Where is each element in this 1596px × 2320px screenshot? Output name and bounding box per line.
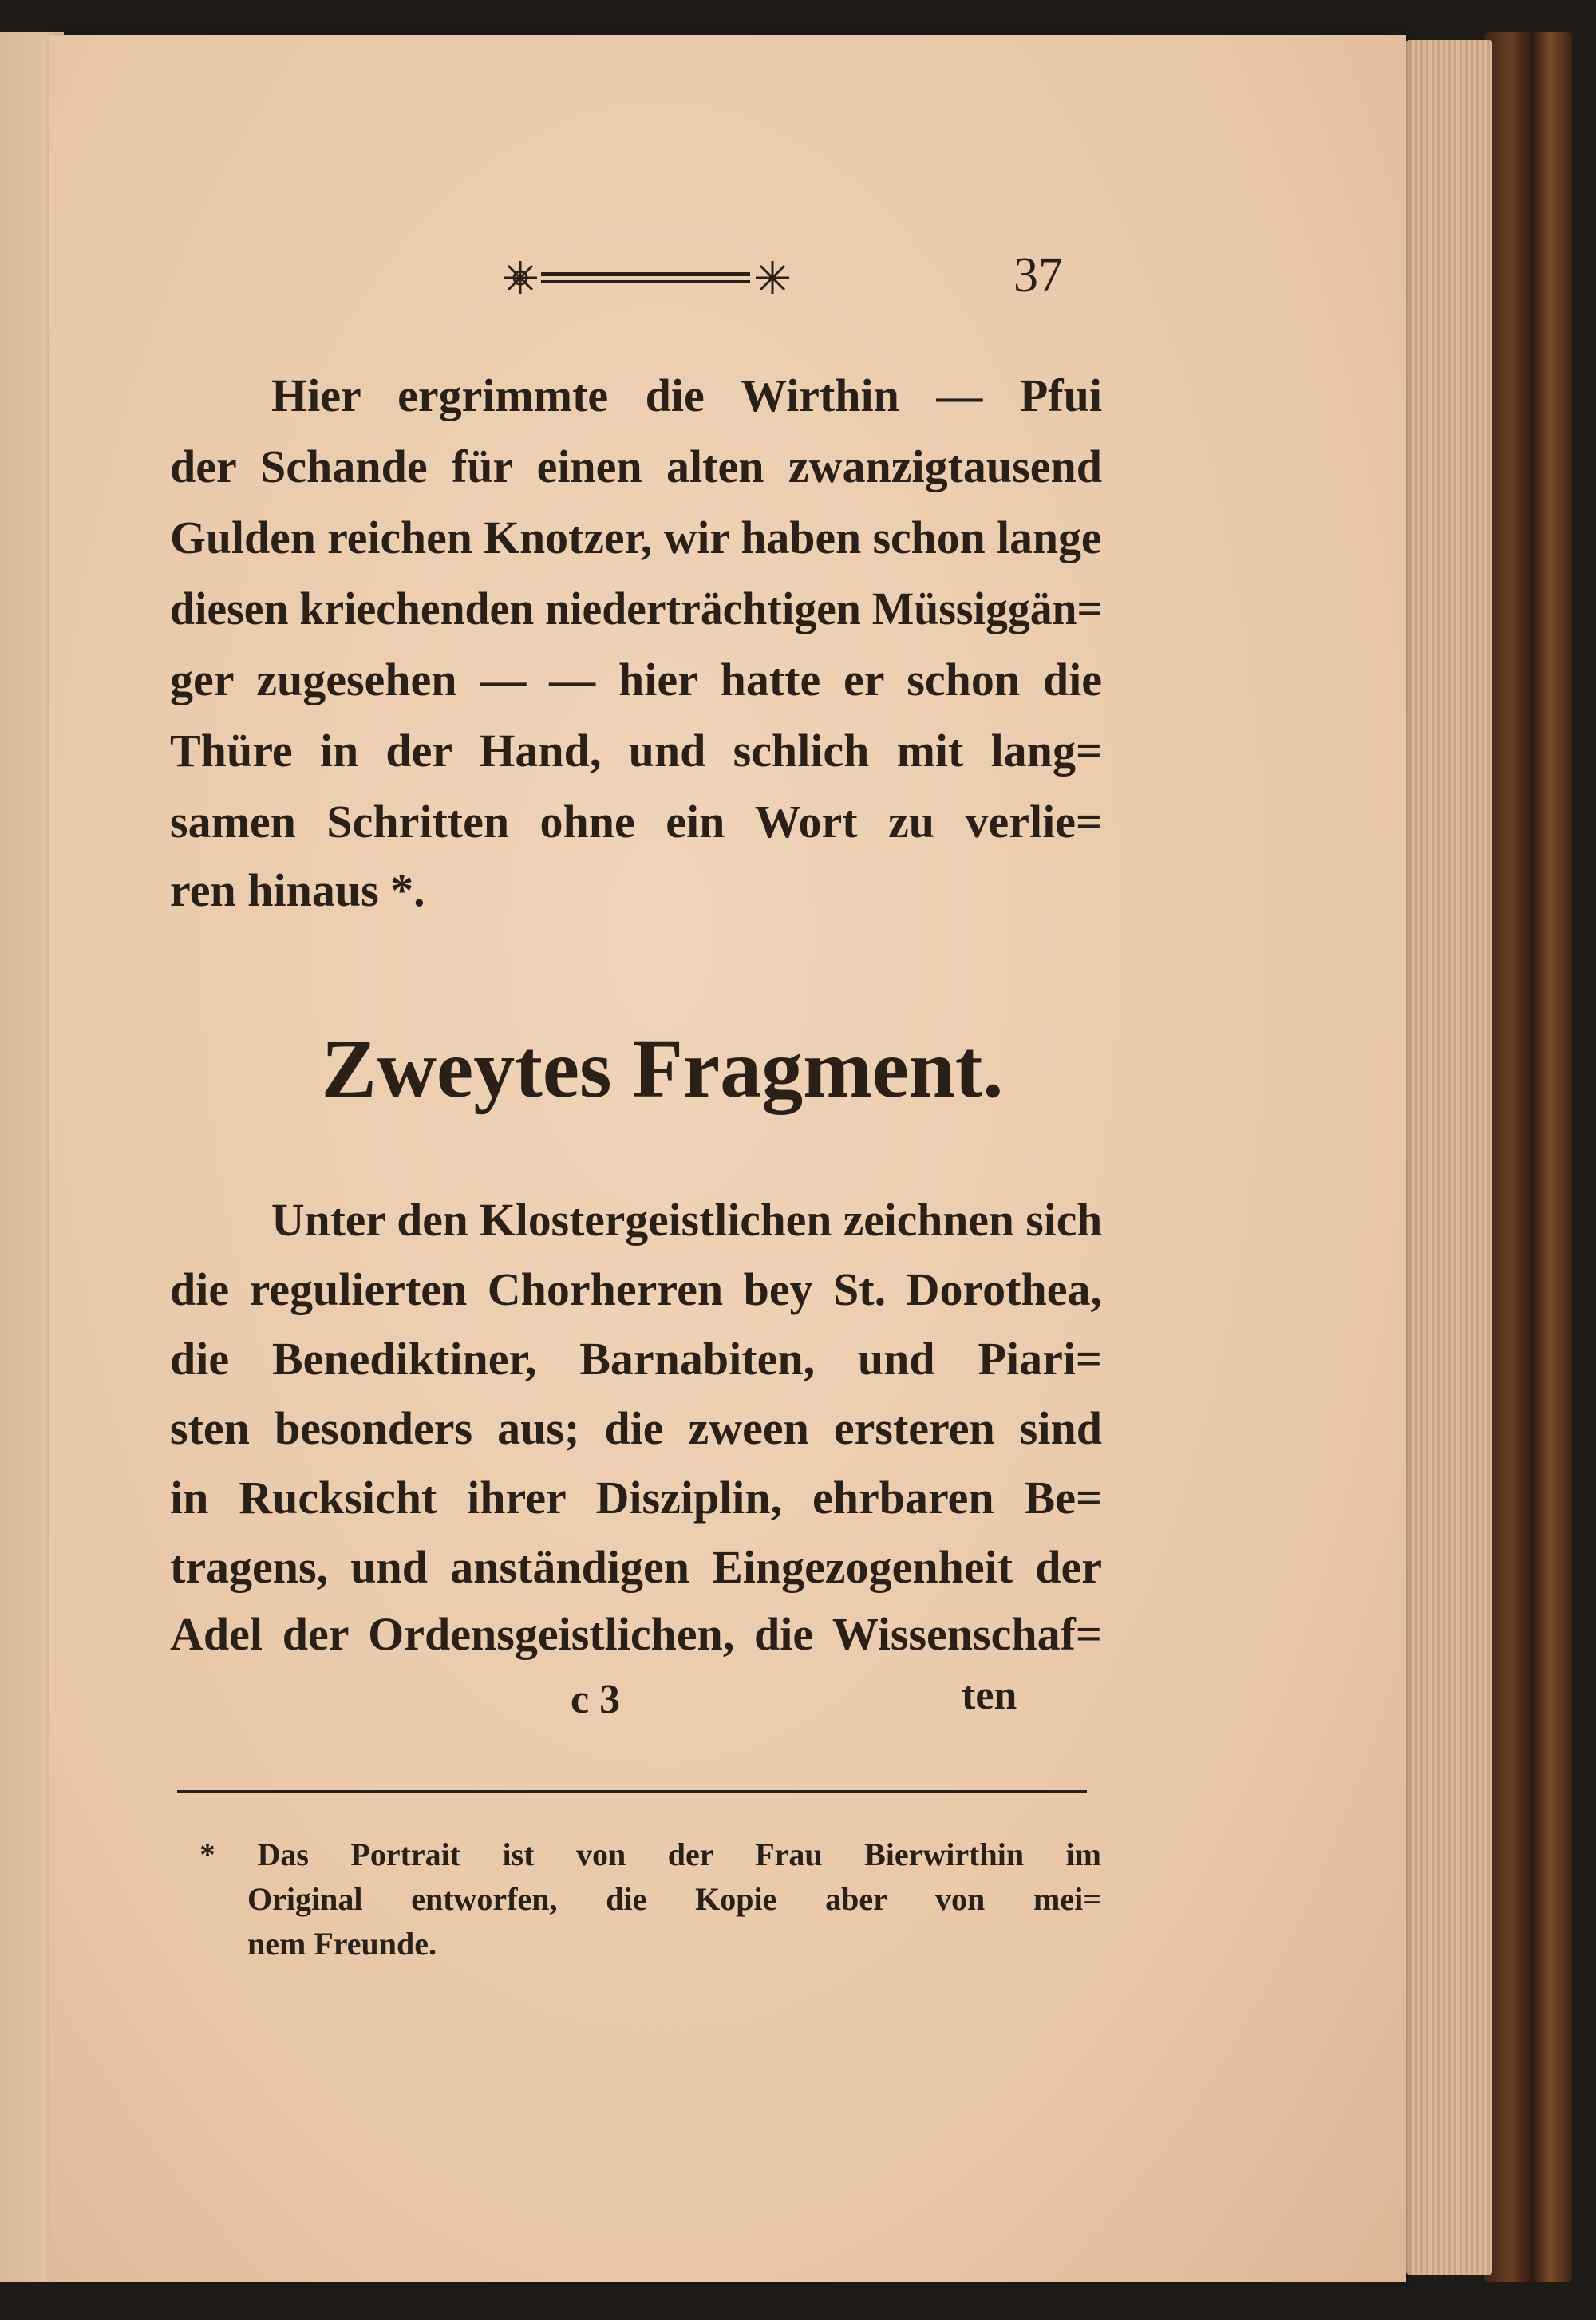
page-stack-edges — [1406, 40, 1492, 2275]
text-line: ger zugesehen — — hier hatte er schon die — [170, 654, 1102, 705]
text-line: in Rucksicht ihrer Disziplin, ehrbaren Be= — [170, 1472, 1102, 1524]
text-line: der Schande für einen alten zwanzigtausend — [170, 441, 1102, 492]
section-heading: Zweytes Fragment. — [321, 1023, 1004, 1115]
text-line: Hier ergrimmte die Wirthin — Pfui — [271, 370, 1102, 421]
text-line: die regulierten Chorherren bey St. Dorothea, — [170, 1263, 1102, 1315]
text-line: tragens, und anständigen Eingezogenheit der — [170, 1541, 1102, 1593]
page-number: 37 — [1013, 248, 1063, 302]
text-line: sten besonders aus; die zween ersteren sind — [170, 1402, 1102, 1454]
text-line: Adel der Ordensgeistlichen, die Wissenschaf= — [170, 1608, 1102, 1660]
ornament-rule-icon — [503, 259, 790, 296]
footnote-line: Original entworfen, die Kopie aber von mei= — [247, 1881, 1101, 1917]
catchword: ten — [962, 1673, 1017, 1718]
text-line: Thüre in der Hand, und schlich mit lang= — [170, 725, 1102, 777]
book-cover-edge — [1484, 32, 1572, 2282]
text-line: ren hinaus *. — [170, 864, 425, 916]
footnote-rule — [177, 1790, 1087, 1793]
text-line: die Benediktiner, Barnabiten, und Piari= — [170, 1333, 1102, 1385]
footnote-line: * Das Portrait ist von der Frau Bierwirthin im — [200, 1836, 1101, 1872]
text-line: Gulden reichen Knotzer, wir haben schon lange — [170, 512, 1102, 563]
signature-mark: c 3 — [571, 1677, 621, 1722]
text-line: diesen kriechenden niederträchtigen Müssiggän= — [170, 583, 1103, 634]
text-line: samen Schritten ohne ein Wort zu verlie= — [170, 796, 1102, 848]
footnote-line: nem Freunde. — [247, 1926, 437, 1962]
text-line: Unter den Klostergeistlichen zeichnen sich — [271, 1194, 1103, 1246]
